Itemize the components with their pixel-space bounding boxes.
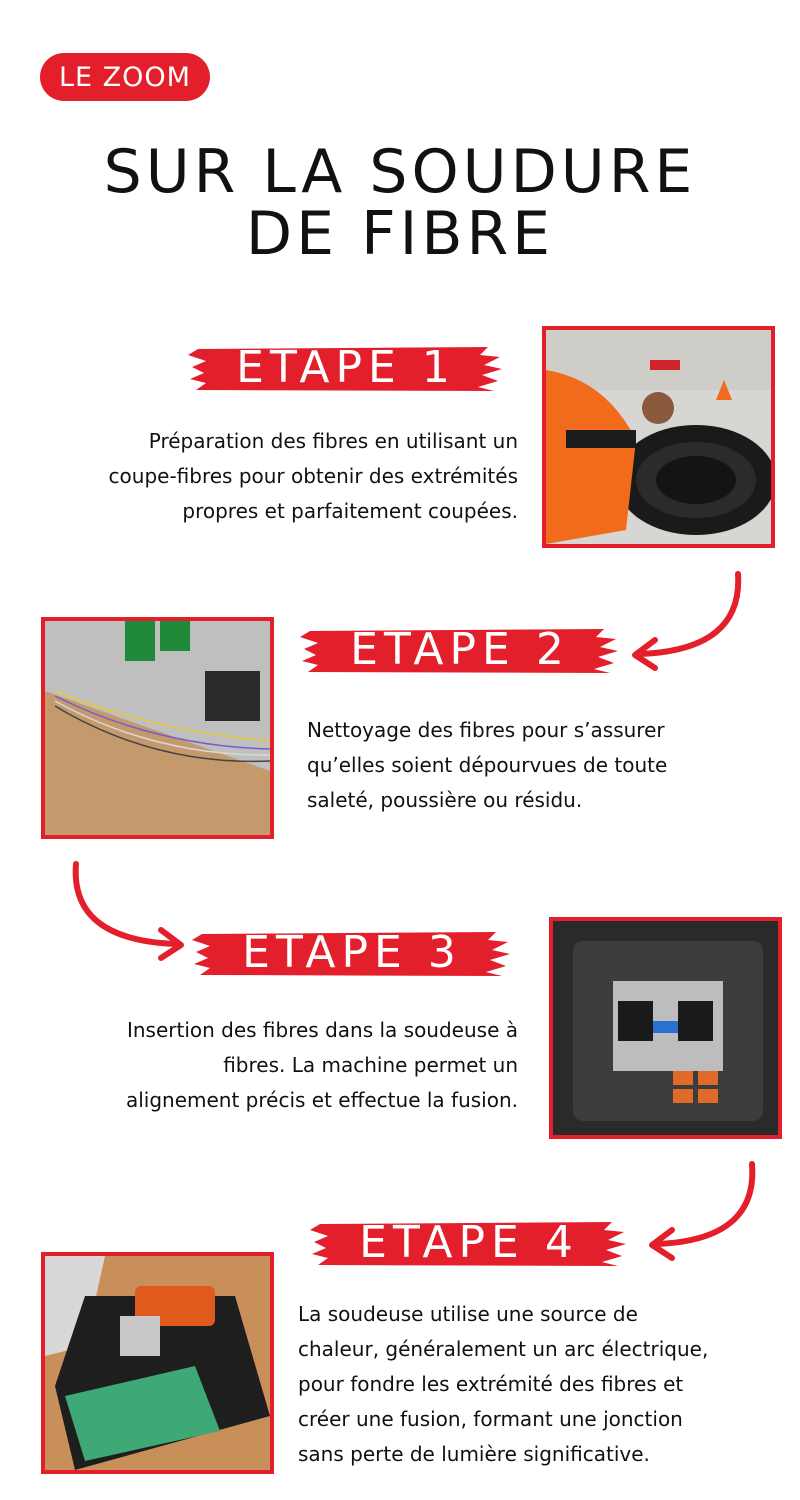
step-1-description: Préparation des fibres en utilisant un coupe-fibres pour obtenir des extrémités propres et parfaitement coupées. bbox=[108, 429, 518, 523]
fusion-splicer-photo-icon bbox=[553, 921, 778, 1135]
step-3-description: Insertion des fibres dans la soudeuse à fibres. La machine permet un alignement précis et effectue la fusion. bbox=[125, 1018, 518, 1112]
curved-arrow-icon bbox=[625, 570, 750, 670]
step-1-banner bbox=[188, 343, 504, 393]
splicer-screen-photo-icon bbox=[45, 1256, 270, 1470]
step-1-photo bbox=[542, 326, 775, 548]
page-title-line1: SUR LA SOUDURE bbox=[103, 137, 697, 207]
step-2-photo bbox=[41, 617, 274, 839]
step-4-banner bbox=[310, 1218, 628, 1268]
step-4-photo bbox=[41, 1252, 274, 1474]
step-4-description: La soudeuse utilise une source de chaleur, généralement un arc électrique, pour fondre les extrémité des fibres et créer une fusion, formant une jonction sans perte de lumière significative. bbox=[298, 1302, 709, 1466]
step-4-label: ÉTAPE 4 bbox=[359, 1217, 579, 1268]
curved-arrow-step-2 bbox=[625, 570, 750, 670]
curved-arrow-step-4 bbox=[642, 1160, 767, 1260]
curved-arrow-icon bbox=[66, 860, 191, 960]
step-3-photo bbox=[549, 917, 782, 1139]
curved-arrow-step-3 bbox=[66, 860, 191, 960]
step-3-banner bbox=[192, 928, 512, 978]
step-3-label: ÉTAPE 3 bbox=[242, 927, 462, 978]
step-2-description: Nettoyage des fibres pour s’assurer qu’elles soient dépourvues de toute saleté, poussière ou résidu. bbox=[307, 718, 668, 812]
le-zoom-badge: LE ZOOM bbox=[40, 53, 210, 101]
fiber-cleaning-photo-icon bbox=[45, 621, 270, 835]
fiber-cutting-photo-icon bbox=[546, 330, 771, 544]
step-2-label: ETAPE 2 bbox=[350, 624, 570, 675]
step-2-banner bbox=[300, 625, 620, 675]
step-1-label: ETAPE 1 bbox=[236, 342, 456, 393]
curved-arrow-icon bbox=[642, 1160, 767, 1260]
page-title-line2: DE FIBRE bbox=[245, 199, 555, 269]
